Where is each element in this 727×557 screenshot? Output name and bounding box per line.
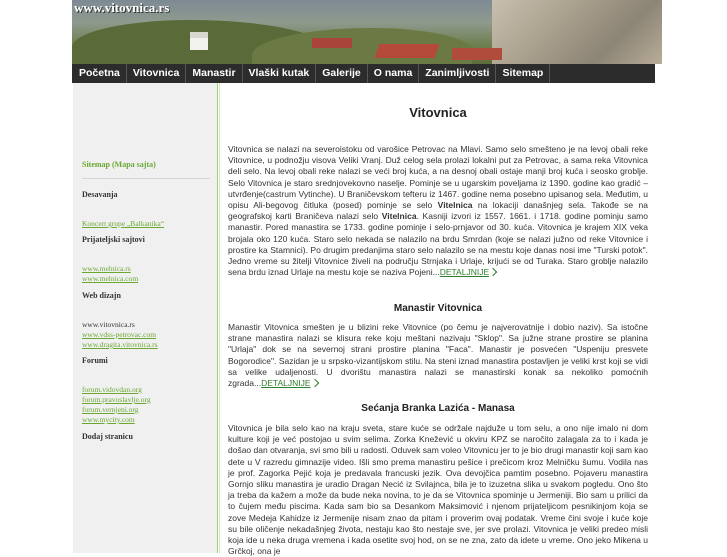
main-content [219,83,655,557]
detaljnije-link[interactable]: DETALJNIJE [261,378,311,389]
nav-galerije[interactable]: Galerije [316,64,368,83]
page-title: Vitovnica [409,105,467,120]
manastir-paragraph: Manastir Vitovnica smešten je u blizini reke Vitovnice (po čemu je najverovatnije i dobio naziv). Sa istočne strane manastira nalazi se klisura reke koju meštani nazivaju "Sklop". Sa južne strane prostire se planina "Urlaja" dok se na severnoj strani prostire planina "Faca". Manastir je posvećen "Uspeniju presvete Bogorodice". Sazidan je u srpsko-vizantijskom stilu. Na steni iznad manastira postavljen je veliki krst koji se vidi sa velike udaljenosti. U dvorištu manastira nalazi se manastirski konak sa nekoliko pomoćnih zgrada...DETALJNIJE [228,322,648,389]
banner-roof [312,38,352,48]
web-dizajn-link[interactable]: www.vdss-petrovac.com [82,330,157,339]
section-heading: Manastir Vitovnica [393,303,483,314]
banner-rocks [492,0,662,64]
nav-vitovnica[interactable]: Vitovnica [127,64,187,83]
sidebar [72,83,218,553]
forum-link[interactable]: forum.vidovdan.org [82,385,142,394]
main-nav [72,64,655,83]
divider [82,178,210,179]
web-dizajn-text: www.vitovnica.rs [82,320,135,329]
dodaj-stranicu-link[interactable]: Dodaj stranicu [82,432,133,441]
web-dizajn-link[interactable]: www.dragita.vitovnica.rs [82,340,158,349]
forum-link[interactable]: forum.pravoslavlje.org [82,395,151,404]
banner-house [190,32,208,50]
section-heading: Sećanja Branka Lazića - Manasa [361,403,515,414]
prijatelji-heading: Prijateljski sajtovi [82,235,145,244]
prijatelji-link[interactable]: www.melnica.rs [82,264,131,273]
intro-paragraph: Vitovnica se nalazi na severoistoku od varošice Petrovac na Mlavi. Samo selo smešteno je na levoj obali reke Vitovnice, u podnožju visova Veliki Vranj. Duž celog sela prolazi lokalni put za Petrovac, a sama reka Vitovnica deli selo. Na levoj obali reke nalazi se veći broj kuća, a na desnoj obali ostaje manji broj kuća i seosko groblje. Selo Vitovnica je staro srednjovekovno naselje. Pominje se u ugarskim poveljama iz 1390. godine kao gradić – utvrđenje(castrum Vytinche). U Braničevskom tefteru iz 1467. godine nema posebno upisanog sela. Međutim, u opisu Ali-begovog čitluka (posed) pominje se selo Vitelnica na lokaciji današnjeg sela. Takođe se na geografskoj karti Braničeva nalazi selo Vitelnica. Kasniji izvori iz 1557. 1661. i 1718. godine pominju samo manastir. Pored manastira se 1733. godine pominje i selo-prnjavor od 30. kuća. Vitovnica je krajem XIX veka brojala oko 120 kuća. Staro selo nekada se nalazilo na brdu Smrdan (koje se nalazi južno od reke Vitovnice i prostire ka Stamnici). Po drugim predanjima staro selo nalazilo se na mestu koje danas nosi ime "Turski potok". Jedno vreme su žitelji Vitovnice živeli na području Strnjaka i Urlaje, krijući se od Turaka. Staro groblje nalazilo sena brdu iznad Urlaje na mestu koje se naziva Pojeni...DETALJNIJE [228,144,648,278]
nav-manastir[interactable]: Manastir [186,64,242,83]
forum-link[interactable]: forum.vernjeni.org [82,405,139,414]
sitemap-link[interactable]: Sitemap (Mapa sajta) [82,160,156,169]
secanja-paragraph: Vitovnica je bila selo kao na kraju sveta, stare kuće se održale najduže u tom selu, a ono nije imalo ni dom kulture koji je već postojao u svim selima. Zorka Knežević u okviru KPZ se naročito zalagala za to i kada je došao dan otvaranja, svi smo bili u radosti. Oduvek sam voleo Vitovnicu jer to je bio drugi manastir koji sam kao dete u V razredu gimnazije video. Išli smo prema manastiru pešice i prečicom kroz Melničku šumu. Vodila nas je prof. Zagorka Pejić koja je predavala francuski jezik. Ova devojčica pamtim posebno. Pojaveru manastira Gornjo sliku manastira je uradio Dragan Necić iz Svilajnca, bila je to izuzetna slika u svakom pogledu. Ono što ja treba da kažem a može da bude neka novina, to je da se Vitovnica spominje u Jermeniji. Bio sam u prilici da to čujem među piscima. Kada sam bio sa Desankom Maksimović i njenom prijateljicom pesnikinjom koja se zove Medeja Kahidze iz Jermenije nisam znao da pitam i proverim ovaj podatak. Vreme čini svoje i kuće koje su bile oličenje nekadašnjeg života, nestaju kao što nestaje sve, jer sve prolazi. Vitovnica je veliki predeo misli koja ide u neka druga vremena i kada osetite svoj hod, on se ne zna, zato da idete u vreme. Ono jeko Mikena u Grčkoj, ona je [228,423,648,557]
banner-roof [374,44,439,58]
nav-vlaski-kutak[interactable]: Vlaški kutak [243,64,317,83]
banner-roof [452,48,502,60]
web-dizajn-heading: Web dizajn [82,291,121,300]
detaljnije-link[interactable]: DETALJNIJE [439,267,490,278]
nav-o-nama[interactable]: O nama [368,64,420,83]
forumi-heading: Forumi [82,356,108,365]
nav-sitemap[interactable]: Sitemap [496,64,550,83]
arrow-right-icon [310,379,318,387]
nav-zanimljivosti[interactable]: Zanimljivosti [419,64,496,83]
arrow-right-icon [489,268,497,276]
desavanja-link[interactable]: Koncert grupe „Balkanika“ [82,219,165,228]
header-banner [72,0,655,64]
nav-pocetna[interactable]: Početna [72,64,127,83]
site-title: www.vitovnica.rs [74,0,170,15]
forum-link[interactable]: www.mycity.com [82,415,135,424]
prijatelji-link[interactable]: www.melnica.com [82,274,139,283]
desavanja-heading: Desavanja [82,190,118,199]
